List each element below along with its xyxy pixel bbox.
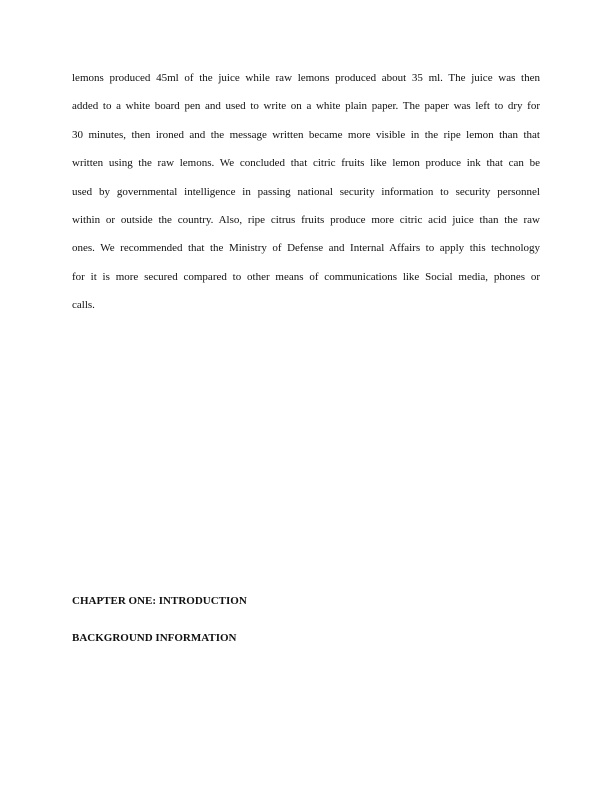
paragraph-line: for it is more secured compared to other means of communications like Social media, phones or xyxy=(72,270,540,283)
paragraph-line: used by governmental intelligence in passing national security information to security personnel xyxy=(72,185,540,198)
paragraph-line: 30 minutes, then ironed and the message written became more visible in the ripe lemon than that xyxy=(72,128,540,141)
chapter-heading: CHAPTER ONE: INTRODUCTION xyxy=(72,595,247,607)
paragraph-line: written using the raw lemons. We concluded that citric fruits like lemon produce ink that can be xyxy=(72,157,540,170)
abstract-paragraph xyxy=(72,64,540,320)
paragraph-line: added to a white board pen and used to write on a white plain paper. The paper was left to dry for xyxy=(72,100,540,113)
paragraph-line: calls. xyxy=(72,299,95,312)
paragraph-line: lemons produced 45ml of the juice while raw lemons produced about 35 ml. The juice was then xyxy=(72,72,540,84)
paragraph-line: ones. We recommended that the Ministry of Defense and Internal Affairs to apply this technology xyxy=(72,242,540,255)
section-heading: BACKGROUND INFORMATION xyxy=(72,632,237,644)
paragraph-line: within or outside the country. Also, ripe citrus fruits produce more citric acid juice than the raw xyxy=(72,213,540,226)
